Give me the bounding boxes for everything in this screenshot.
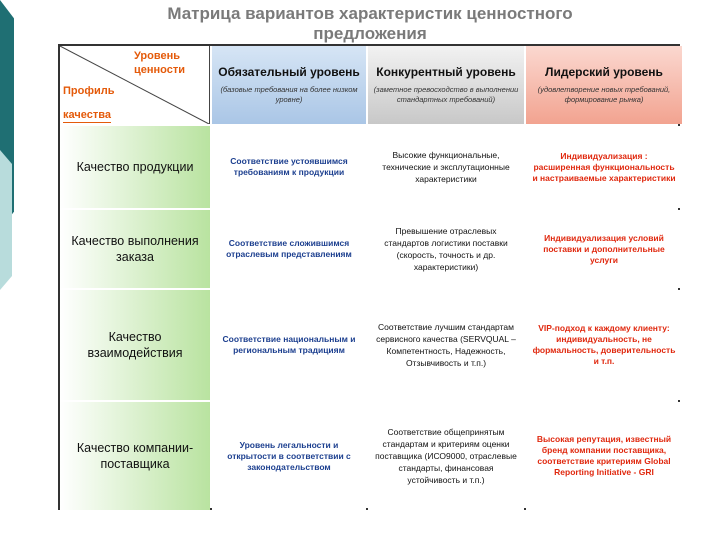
table-cell: Соответствие лучшим стандартам сервисного качества (SERVQUAL – Компетентность, Надежность, Отзывчивость и т.п.) [368,290,524,400]
corner-value-label: Уровень ценности [134,50,186,76]
column-header-competitive [368,46,524,124]
column-header-mandatory [212,46,366,124]
row-label-supplier-quality: Качество компании-поставщика [60,402,210,510]
table-corner-cell [60,46,210,124]
column-title: Обязательный уровень [218,65,360,79]
left-decoration [0,0,22,540]
table-cell: Соответствие национальным и региональным традициям [212,290,366,400]
column-title: Конкурентный уровень [376,65,516,79]
page-title: Матрица вариантов характеристик ценностного предложения [167,4,573,43]
table-cell: Индивидуализация : расширенная функциональность и настраиваемые характеристики [526,126,682,208]
table-cell: Соответствие общепринятым стандартам и критериям оценки поставщика (ИСО9000, отраслевые стандарты, финансовая устойчивость и т.п.) [368,402,524,510]
table-cell: Уровень легальности и открытости в соответствии с законодательством [212,402,366,510]
table-cell: Высокая репутация, известный бренд компании поставщика, соответствие критериям Global Reporting Initiative - GRI [526,402,682,510]
value-matrix-table [58,44,680,510]
column-subtitle: (заметное превосходство в выполнении стандартных требований) [373,85,519,104]
corner-quality-label: качества [63,109,111,121]
table-cell: Соответствие сложившимся отраслевым представлениям [212,210,366,288]
corner-profile-label: Профиль [63,85,115,97]
row-label-product-quality: Качество продукции [60,126,210,208]
table-cell: VIP-подход к каждому клиенту: индивидуальность, не формальность, доверительность и т.п. [526,290,682,400]
decoration-strip-light [0,150,12,290]
table-cell: Превышение отраслевых стандартов логистики поставки (скорость, точность и др. характеристики) [368,210,524,288]
row-label-order-quality: Качество выполнения заказа [60,210,210,288]
column-title: Лидерский уровень [545,65,663,79]
column-subtitle: (удовлетворение новых требований, формирование рынка) [537,85,671,104]
column-subtitle: (базовые требования на более низком уровне) [220,85,358,104]
table-cell: Соответствие устоявшимся требованиям к продукции [212,126,366,208]
table-cell: Высокие функциональные, технические и эксплутационные характеристики [368,126,524,208]
column-header-leader [526,46,682,124]
row-label-interaction-quality: Качество взаимодействия [60,290,210,400]
table-cell: Индивидуализация условий поставки и дополнительные услуги [526,210,682,288]
